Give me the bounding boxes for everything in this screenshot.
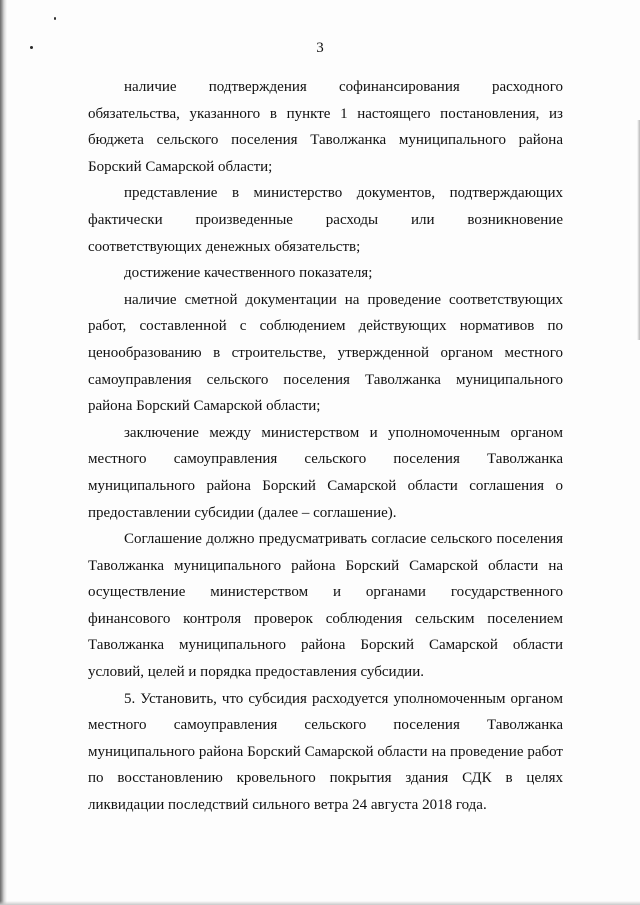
paragraph: наличие подтверждения софинансирования расходного обязательства, указанного в пункте 1 настоящего постановления, из бюджета сельского поселения Таволжанка муниципального района Борский Самарской области; [88,79,563,175]
page-number: 3 [316,40,324,56]
scan-edge-left [0,0,7,905]
scan-speck [54,17,56,20]
paragraph: представление в министерство документов, подтверждающих фактически произведенные расходы или возникновение соответствующих денежных обязательств; [88,185,563,255]
paragraph: 5. Установить, что субсидия расходуется уполномоченным органом местного самоуправления сельского поселения Таволжанка муниципального района Борский Самарской области на проведение работ по восстановлению кровельного покрытия здания СДК в целях ликвидации последствий сильного ветра 24 августа 2018 года. [88,690,563,814]
paragraph: достижение качественного показателя; [124,265,373,282]
scan-edge-bottom [0,901,640,905]
paragraph: заключение между министерством и уполномоченным органом местного самоуправления сельского поселения Таволжанка муниципального района Борский Самарской области соглашения о предоставлении субсидии (далее – соглашение). [88,424,563,521]
document-body [88,74,563,819]
paragraph: наличие сметной документации на проведение соответствующих работ, составленной с соблюдением действующих нормативов по ценообразованию в строительстве, утвержденной органом местного самоуправления сельского поселения Таволжанка муниципального района Борский Самарской области; [88,291,563,415]
paragraph: Соглашение должно предусматривать согласие сельского поселения Таволжанка муниципального района Борский Самарской области на осуществление министерством и органами государственного финансового контроля проверок соблюдения сельским поселением Таволжанка муниципального района Борский Самарской области условий, целей и порядка предоставления субсидии. [88,531,563,681]
